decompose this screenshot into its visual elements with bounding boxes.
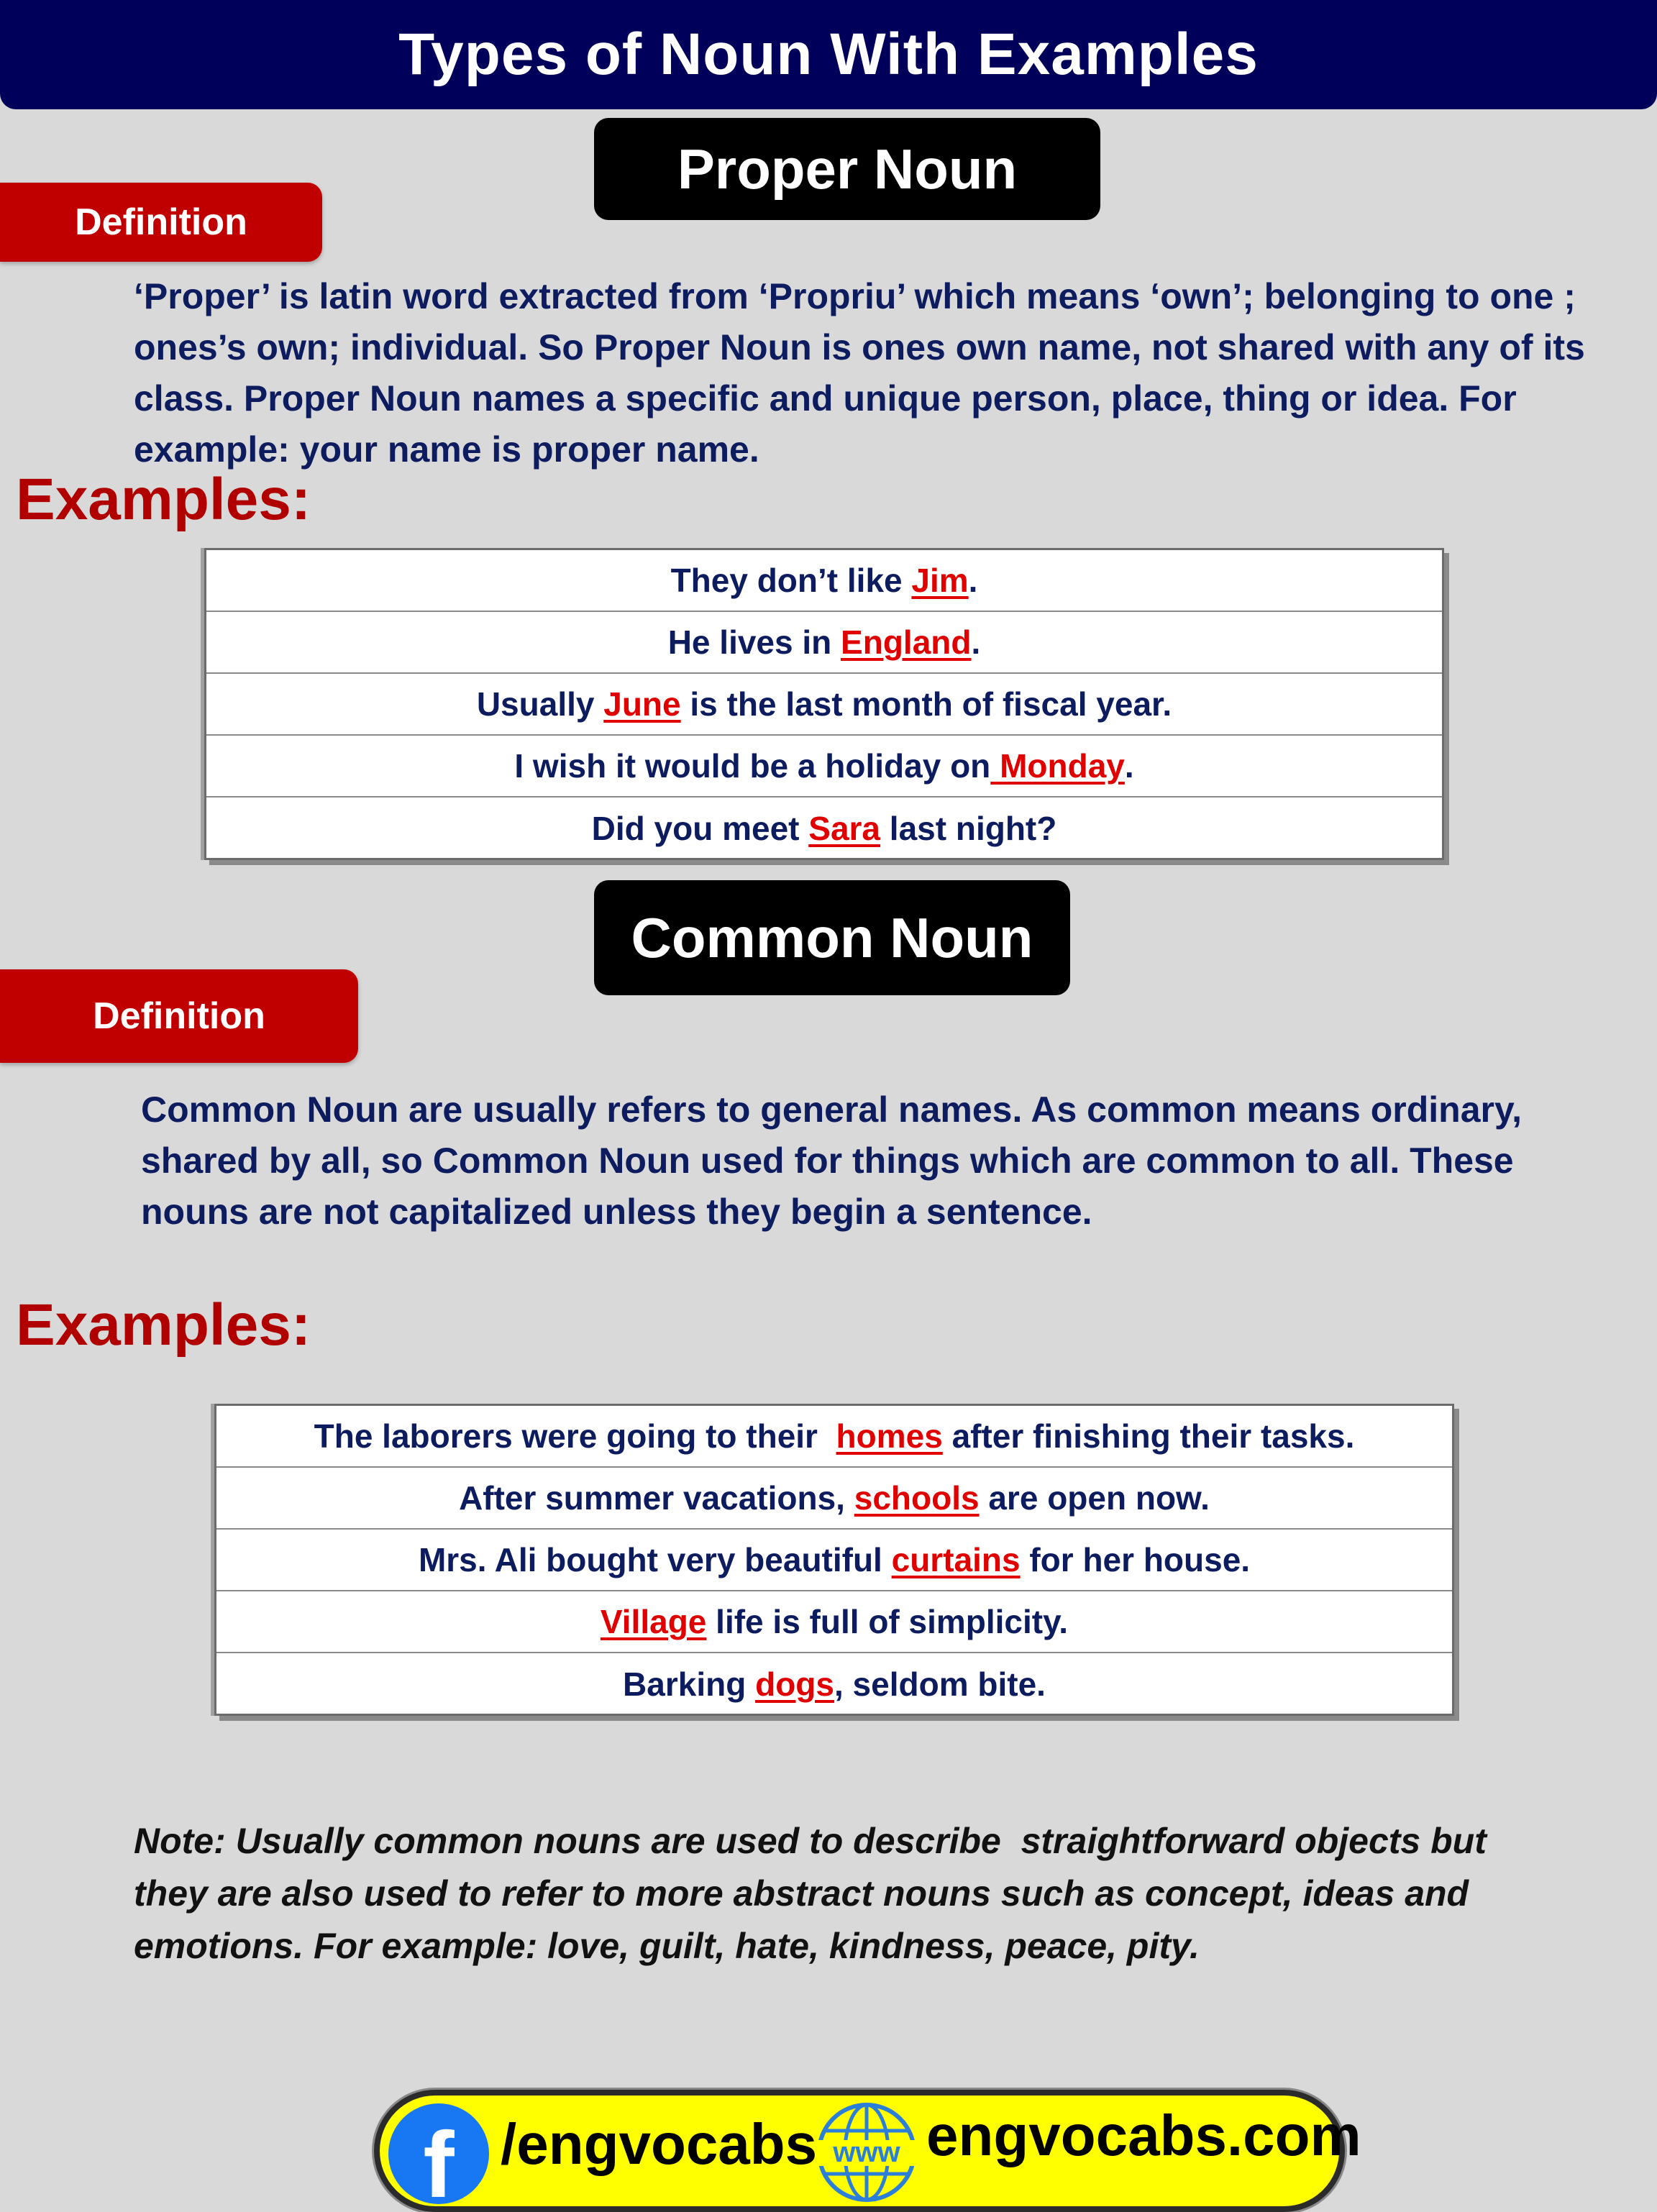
proper-noun-highlight: Jim (911, 562, 969, 599)
common-examples-table (214, 1404, 1454, 1716)
common-noun-highlight: homes (836, 1417, 943, 1455)
definition-line: example: your name is proper name. (134, 429, 759, 470)
common-examples-heading: Examples: (16, 1292, 311, 1358)
proper-examples-heading: Examples: (16, 467, 311, 532)
page-title: Types of Noun With Examples (0, 0, 1657, 109)
table-row: Village life is full of simplicity. (216, 1591, 1452, 1653)
table-row: Mrs. Ali bought very beautiful curtains for her house. (216, 1530, 1452, 1591)
website-link[interactable]: engvocabs.com (926, 2103, 1361, 2167)
www-label: www (833, 2136, 900, 2168)
table-row: Barking dogs , seldom bite. (623, 1665, 1046, 1703)
facebook-handle[interactable]: /engvocabs (501, 2112, 818, 2176)
note-line: Usually common nouns are used to describe straightforward objects but (225, 1821, 1487, 1861)
common-noun-highlight: schools (854, 1479, 980, 1517)
table-row: Usually June is the last month of fiscal year. (206, 674, 1442, 736)
note-text (134, 1815, 1637, 1973)
common-noun-highlight: curtains (891, 1541, 1021, 1578)
proper-definition-label: Definition (0, 183, 322, 262)
proper-noun-highlight: Monday (990, 747, 1125, 785)
table-row: They don’t like Jim . (206, 550, 1442, 612)
proper-noun-highlight: Sara (808, 810, 881, 847)
common-noun-highlight: Village (600, 1603, 707, 1640)
table-row: I wish it would be a holiday on Monday . (206, 736, 1442, 797)
table-row: After summer vacations, schools are open now. (216, 1468, 1452, 1530)
proper-examples-table (204, 548, 1444, 860)
definition-line: ‘Proper’ is latin word extracted from ‘Propriu’ which means ‘own’; belonging to one ; (134, 276, 1576, 316)
common-definition-label: Definition (0, 969, 358, 1063)
note-line: emotions. For example: love, guilt, hate, kindness, peace, pity. (134, 1926, 1200, 1966)
globe-www-icon (813, 2098, 921, 2206)
note-line: they are also used to refer to more abstract nouns such as concept, ideas and (134, 1873, 1469, 1914)
note-label: Note: (134, 1821, 226, 1861)
table-row: The laborers were going to their homes after finishing their tasks. (216, 1406, 1452, 1468)
table-row: Did you meet Sara last night? (591, 810, 1057, 847)
definition-line: Common Noun are usually refers to general names. As common means ordinary, (141, 1089, 1522, 1130)
definition-line: nouns are not capitalized unless they begin a sentence. (141, 1192, 1092, 1232)
common-definition-text (141, 1084, 1637, 1238)
table-row: He lives in England . (206, 612, 1442, 674)
proper-definition-text (134, 271, 1637, 475)
common-noun-badge: Common Noun (594, 880, 1070, 995)
common-noun-highlight: dogs (755, 1665, 834, 1703)
definition-line: shared by all, so Common Noun used for things which are common to all. These (141, 1141, 1514, 1181)
definition-line: ones’s own; individual. So Proper Noun is ones own name, not shared with any of its (134, 327, 1585, 367)
proper-noun-highlight: June (603, 685, 681, 723)
facebook-icon[interactable]: f (388, 2103, 489, 2204)
definition-line: class. Proper Noun names a specific and unique person, place, thing or idea. For (134, 378, 1517, 419)
proper-noun-badge: Proper Noun (594, 118, 1100, 220)
proper-noun-highlight: England (841, 623, 972, 661)
